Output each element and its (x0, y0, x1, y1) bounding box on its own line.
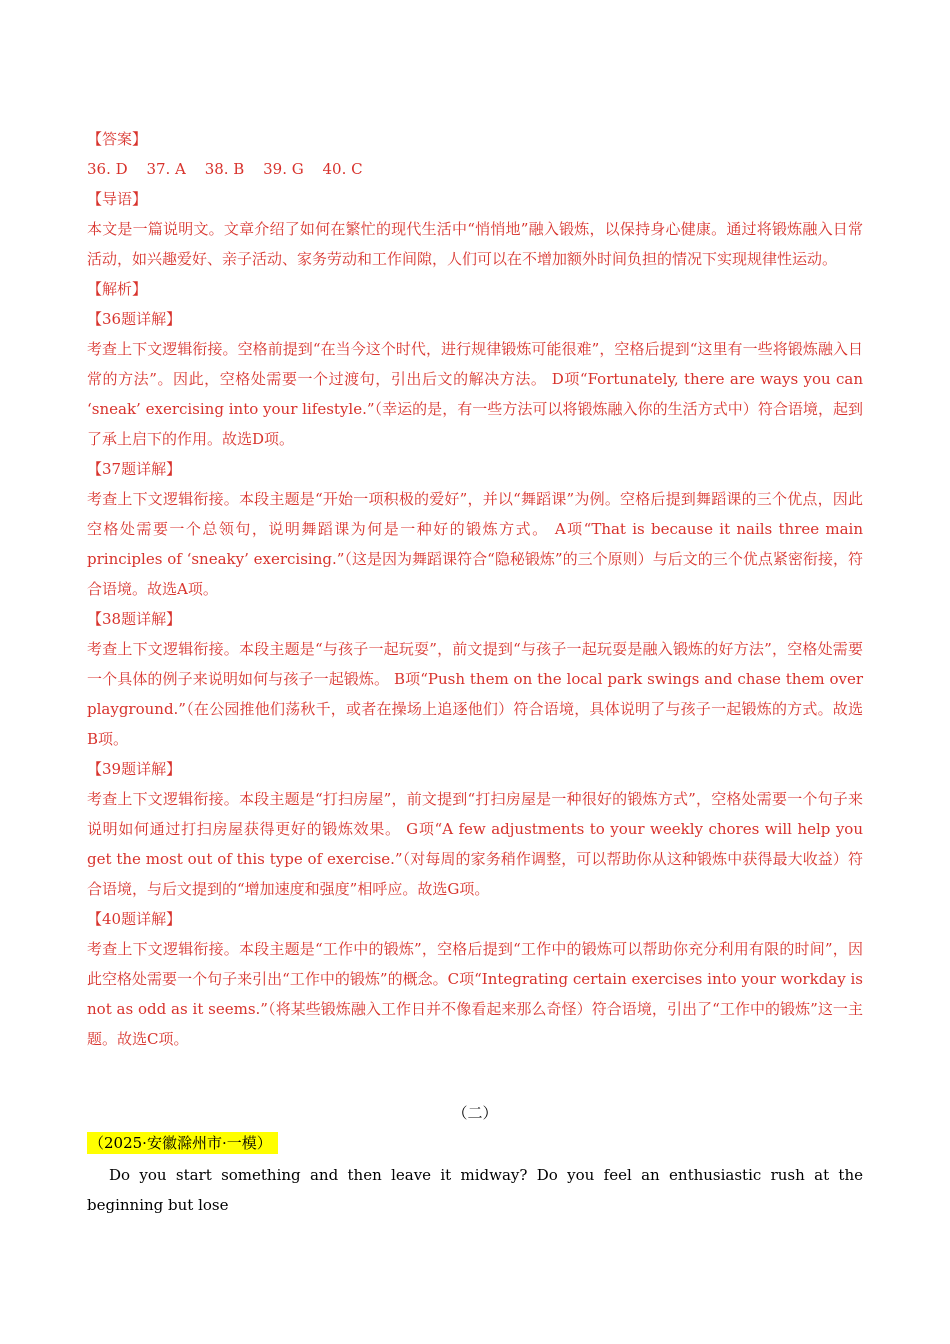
q39-heading: 【39题详解】 (87, 760, 182, 778)
answer-38: 38. B (204, 160, 245, 178)
analysis-heading: 【解析】 (87, 280, 148, 298)
answer-40: 40. C (322, 160, 363, 178)
q37-text: 考查上下文逻辑衔接。本段主题是“开始一项积极的爱好”，并以“舞蹈课”为例。空格后提到舞蹈课的三个优点，因此空格处需要一个总领句，说明舞蹈课为何是一种好的锻炼方式。 A项“That is because it nails three main principles of ‘sneaky’ exercising.”（这是因为舞蹈课符合“隐秘锻炼”的三个原则）与后文的三个优点紧密衔接，符合语境。故选A项。 (87, 490, 863, 598)
source-tag: （2025·安徽滁州市·一模） (87, 1132, 278, 1154)
q38-text: 考查上下文逻辑衔接。本段主题是“与孩子一起玩耍”，前文提到“与孩子一起玩耍是融入锻炼的好方法”，空格处需要一个具体的例子来说明如何与孩子一起锻炼。 B项“Push them on the local park swings and chase them over playground.”（在公园推他们荡秋千，或者在操场上追逐他们）符合语境，具体说明了与孩子一起锻炼的方式。故选B项。 (87, 640, 863, 748)
answer-39: 39. G (263, 160, 304, 178)
answer-36: 36. D (87, 160, 128, 178)
q36-text: 考查上下文逻辑衔接。空格前提到“在当今这个时代，进行规律锻炼可能很难”，空格后提到“这里有一些将锻炼融入日常的方法”。因此，空格处需要一个过渡句，引出后文的解决方法。 D项“Fortunately, there are ways you can ‘sneak’ exercising into your lifestyle.”（幸运的是，有一些方法可以将锻炼融入你的生活方式中）符合语境，起到了承上启下的作用。故选D项。 (87, 340, 863, 448)
q37-heading: 【37题详解】 (87, 460, 182, 478)
answer-37: 37. A (146, 160, 186, 178)
q40-heading: 【40题详解】 (87, 910, 182, 928)
answer-list (87, 154, 863, 184)
q36-heading: 【36题详解】 (87, 310, 182, 328)
answer-heading: 【答案】 (87, 130, 148, 148)
q38-heading: 【38题详解】 (87, 610, 182, 628)
intro-text: 本文是一篇说明文。文章介绍了如何在繁忙的现代生活中“悄悄地”融入锻炼，以保持身心健康。通过将锻炼融入日常活动，如兴趣爱好、亲子活动、家务劳动和工作间隙，人们可以在不增加额外时间负担的情况下实现规律性运动。 (87, 220, 863, 268)
q39-text: 考查上下文逻辑衔接。本段主题是“打扫房屋”，前文提到“打扫房屋是一种很好的锻炼方式”，空格处需要一个句子来说明如何通过打扫房屋获得更好的锻炼效果。 G项“A few adjustments to your weekly chores will help you get the most out of this type of exercise.”（对每周的家务稍作调整，可以帮助你从这种锻炼中获得最大收益）符合语境，与后文提到的“增加速度和强度”相呼应。故选G项。 (87, 790, 863, 898)
q40-text: 考查上下文逻辑衔接。本段主题是“工作中的锻炼”，空格后提到“工作中的锻炼可以帮助你充分利用有限的时间”，因此空格处需要一个句子来引出“工作中的锻炼”的概念。C项“Integrating certain exercises into your workday is not as odd as it seems.”（将某些锻炼融入工作日并不像看起来那么奇怪）符合语境，引出了“工作中的锻炼”这一主题。故选C项。 (87, 940, 863, 1048)
document-page (87, 124, 863, 1220)
section-title: （二） (452, 1104, 498, 1122)
intro-heading: 【导语】 (87, 190, 148, 208)
passage-text: Do you start something and then leave it midway? Do you feel an enthusiastic rush at the beginning but lose (87, 1166, 863, 1214)
